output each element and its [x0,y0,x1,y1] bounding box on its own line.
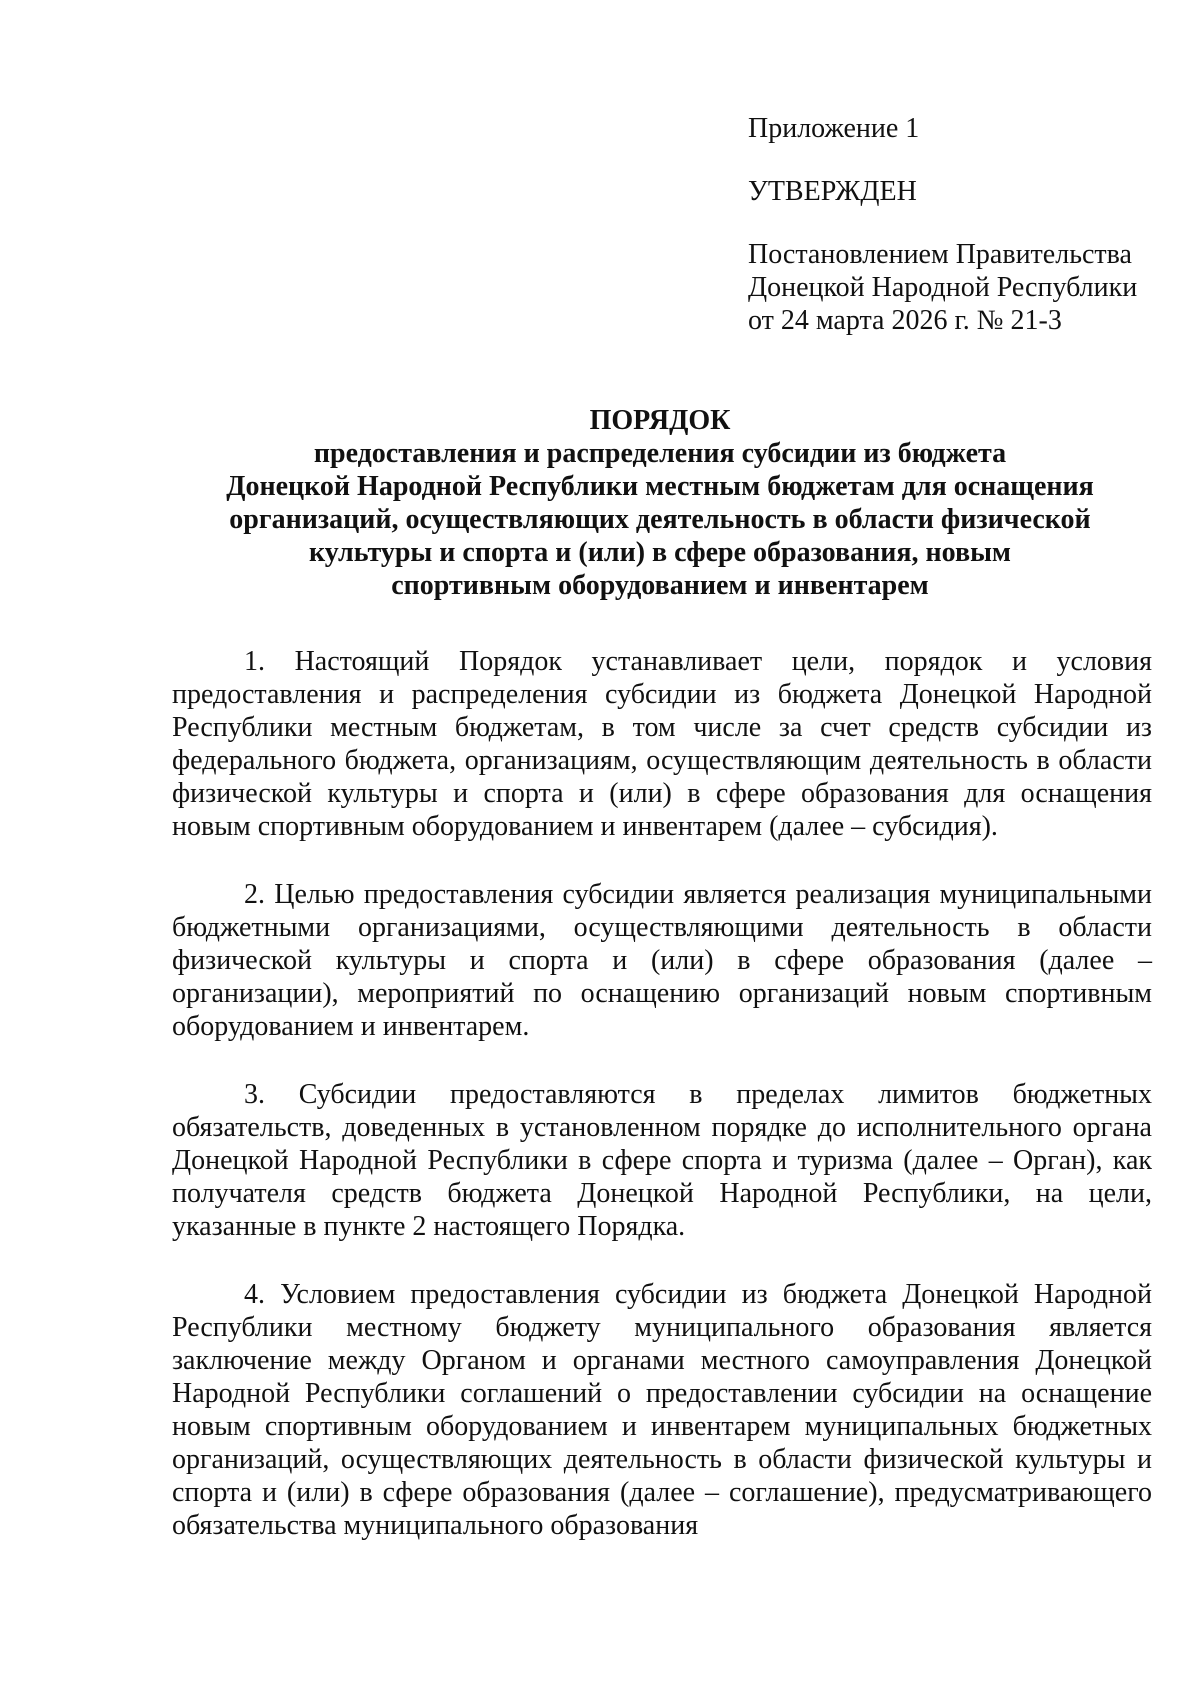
title-subline: спортивным оборудованием и инвентарем [391,570,929,601]
document-body [172,645,1152,1577]
paragraph-2: 2. Целью предоставления субсидии является реализация муниципальными бюджетными организациями, осуществляющими деятельность в области физической культуры и спорта и (или) в сфере образования (далее – организации), мероприятий по оснащению организаций новым спортивным оборудованием и инвентарем. [172,879,1152,1042]
approved-label: УТВЕРЖДЕН [748,176,917,207]
resolution-line: Донецкой Народной Республики [748,272,1138,303]
paragraph-3: 3. Субсидии предоставляются в пределах лимитов бюджетных обязательств, доведенных в установленном порядке до исполнительного органа Донецкой Народной Республики в сфере спорта и туризма (далее – Орган), как получателя средств бюджета Донецкой Народной Республики, на цели, указанные в пункте 2 настоящего Порядка. [172,1079,1152,1242]
resolution-date-line: от 24 марта 2026 г. № 21-3 [748,305,1062,336]
resolution-line: Постановлением Правительства [748,239,1132,270]
paragraph-1: 1. Настоящий Порядок устанавливает цели, порядок и условия предоставления и распределения субсидии из бюджета Донецкой Народной Республики местным бюджетам, в том числе за счет средств субсидии из федерального бюджета, организациям, осуществляющим деятельность в области физической культуры и спорта и (или) в сфере образования для оснащения новым спортивным оборудованием и инвентарем (далее – субсидия). [172,646,1152,842]
appendix-label: Приложение 1 [748,113,920,144]
title-subline: организаций, осуществляющих деятельность в области физической [229,504,1091,535]
title-subline: предоставления и распределения субсидии из бюджета [313,438,1007,469]
title-subline: Донецкой Народной Республики местным бюджетам для оснащения [226,471,1094,502]
title-subline: культуры и спорта и (или) в сфере образования, новым [308,537,1012,568]
approval-block [748,112,1168,337]
paragraph-4: 4. Условием предоставления субсидии из бюджета Донецкой Народной Республики местному бюджету муниципального образования является заключение между Органом и органами местного самоуправления Донецкой Народной Республики соглашений о предоставлении субсидии на оснащение новым спортивным оборудованием и инвентарем муниципальных бюджетных организаций, осуществляющих деятельность в области физической культуры и спорта и (или) в сфере образования (далее – соглашение), предусматривающего обязательства муниципального образования [172,1279,1152,1541]
document-title [160,404,1160,602]
title-main: ПОРЯДОК [589,405,731,436]
